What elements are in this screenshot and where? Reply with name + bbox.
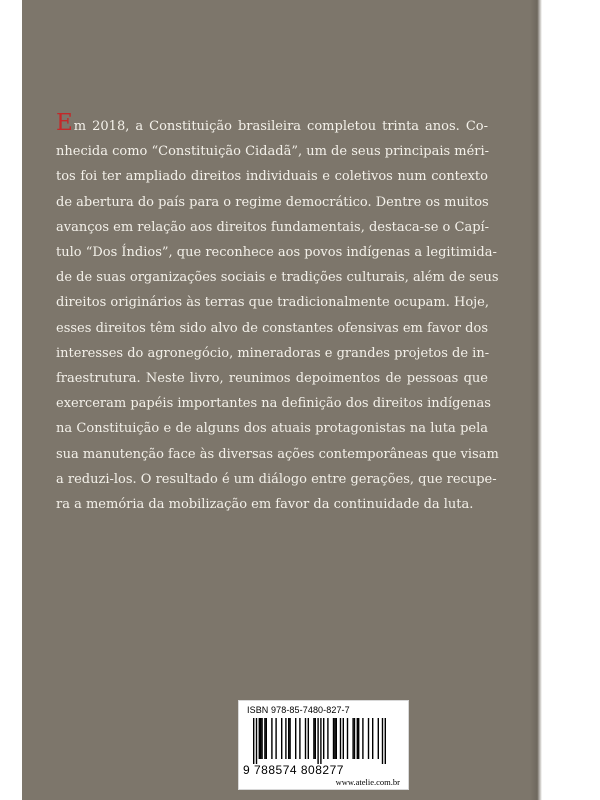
barcode-bar	[352, 718, 353, 759]
barcode-bar	[333, 718, 334, 759]
barcode-bar	[368, 718, 369, 759]
barcode-bar	[288, 718, 289, 759]
barcode-bar	[260, 718, 261, 759]
blurb-line: tulo “Dos Índios”, que reconhece aos povos indígenas a legitimida-	[56, 245, 497, 261]
barcode-bar	[320, 718, 321, 764]
barcode-bar	[347, 718, 348, 759]
blurb-line: na Constituição e de alguns dos atuais protagonistas na luta pela	[56, 421, 488, 437]
barcode-bar	[323, 718, 324, 759]
blurb-line: ra a memória da mobilização em favor da continuidade da luta.	[56, 497, 474, 513]
barcode-bar	[357, 718, 358, 759]
blurb-text	[56, 110, 499, 517]
barcode-bar	[354, 718, 355, 759]
barcode-bar	[275, 718, 276, 759]
blurb-line-text: m 2018, a Constituição brasileira completou trinta anos. Co-	[73, 119, 488, 134]
barcode-bar	[372, 718, 373, 759]
barcode-bar	[281, 718, 282, 759]
blurb-line	[56, 110, 488, 139]
cover-spine-edge	[530, 0, 542, 800]
barcode-bar	[336, 718, 337, 759]
barcode-bar	[289, 718, 290, 759]
barcode-bar	[256, 718, 257, 764]
barcode-bar	[308, 718, 309, 759]
blurb-line: sua manutenção face às diversas ações contemporâneas que visam	[56, 446, 499, 462]
barcode-bar	[382, 718, 383, 764]
barcode-bar	[315, 718, 316, 759]
barcode-bar	[305, 718, 306, 759]
blurb-line: direitos originários às terras que tradicionalmente ocupam. Hoje,	[56, 295, 489, 311]
blurb-line: de de suas organizações sociais e tradições culturais, além de seus	[56, 270, 499, 286]
blurb-line: nhecida como “Constituição Cidadã”, um de seus principais méri-	[56, 144, 490, 160]
blurb-line: avanços em relação aos direitos fundamentais, destaca-se o Capí-	[56, 219, 490, 235]
barcode-bar	[264, 718, 265, 759]
blurb-line: de abertura do país para o regime democrático. Dentre os muitos	[56, 194, 489, 210]
barcode-bars	[253, 718, 395, 764]
blurb-line: interesses do agronegócio, mineradoras e grandes projetos de in-	[56, 345, 490, 361]
barcode-bar	[378, 718, 379, 759]
barcode-bar	[259, 718, 260, 759]
barcode-bar	[295, 718, 296, 759]
barcode-bar	[271, 718, 272, 759]
barcode-bar	[299, 718, 300, 759]
barcode-bar	[358, 718, 359, 759]
blurb-line: esses direitos têm sido alvo de constantes ofensivas em favor dos	[56, 320, 488, 336]
blurb-line: a reduzi-los. O resultado é um diálogo entre gerações, que recupe-	[56, 471, 497, 487]
barcode-bar	[261, 718, 262, 759]
blurb-line: fraestrutura. Neste livro, reunimos depoimentos de pessoas que	[56, 371, 488, 387]
barcode-bar	[285, 718, 286, 759]
dropcap-letter: E	[56, 110, 73, 136]
publisher-website: www.atelie.com.br	[335, 777, 400, 787]
barcode-bar	[362, 718, 363, 759]
barcode-digits: 9 788574 808277	[243, 763, 344, 777]
barcode-bar	[317, 718, 318, 764]
barcode-bar	[340, 718, 341, 759]
isbn-barcode-label	[238, 700, 409, 790]
barcode-bar	[334, 718, 335, 759]
barcode-bar	[313, 718, 314, 759]
barcode-bar	[327, 718, 328, 759]
isbn-number: ISBN 978-85-7480-827-7	[247, 705, 350, 715]
barcode-bar	[385, 718, 386, 764]
barcode-bar	[343, 718, 344, 759]
blurb-line: exerceram papéis importantes na definição dos direitos indígenas	[56, 396, 491, 412]
blurb-line: tos foi ter ampliado direitos individuais e coletivos num contexto	[56, 169, 488, 185]
barcode-bar	[253, 718, 254, 764]
barcode-bar	[266, 718, 267, 759]
